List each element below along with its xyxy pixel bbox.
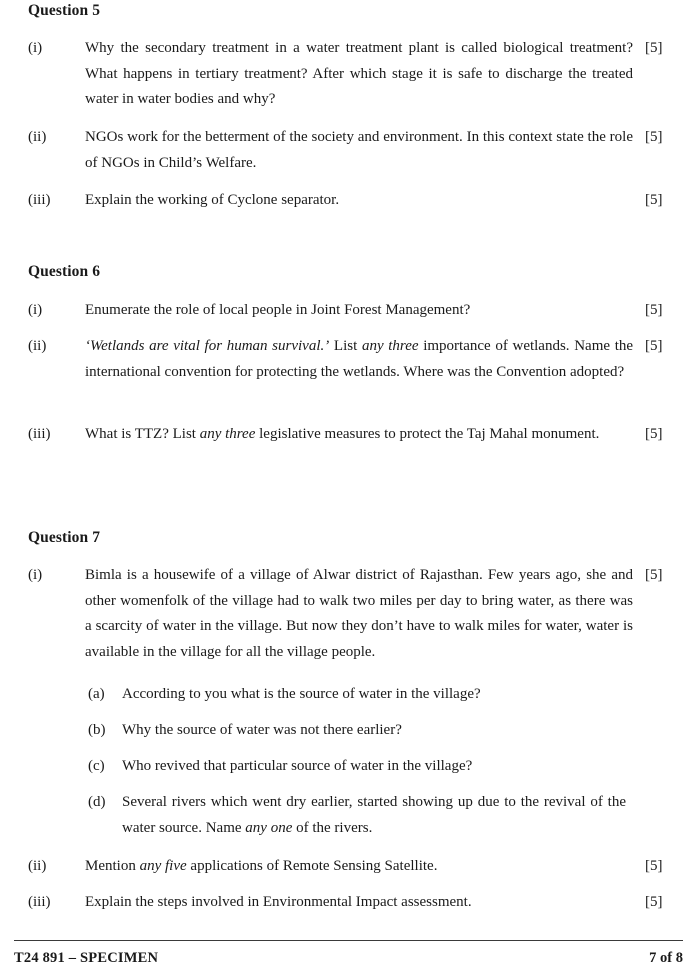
item-marks: [5] [645,192,663,208]
subitem-text: Why the source of water was not there earlier? [122,722,402,738]
item-marks: [5] [645,894,663,910]
item-label: (ii) [28,129,47,145]
question-heading-6: Question 6 [28,263,101,280]
item-label: (i) [28,40,43,56]
question-subitem-7-i-c [88,754,648,780]
question-subitem-7-i-b [88,718,648,744]
subitem-label: (d) [88,794,106,810]
subitem-label: (c) [88,758,105,774]
item-text: What is TTZ? List any three legislative measures to protect the Taj Mahal monument. [85,426,600,442]
question-subitem-7-i-a [88,682,648,708]
item-marks: [5] [645,426,663,442]
item-label: (iii) [28,192,51,208]
item-text: ‘Wetlands are vital for human survival.’ List any three importance of wetlands. Name the international convention for protecting the wetlands. Where was the Convention adopted? [85,338,634,380]
question-item-7-ii [28,854,668,880]
subitem-label: (b) [88,722,106,738]
item-text: NGOs work for the betterment of the society and environment. In this context state the role of NGOs in Child’s Welfare. [85,129,633,171]
footer-paper-code: T24 891 – SPECIMEN [14,950,159,966]
item-marks: [5] [645,129,663,145]
item-label: (ii) [28,338,47,354]
question-item-6-i [28,298,668,324]
question-item-7-iii [28,890,668,916]
question-subitem-7-i-d [88,790,648,841]
item-text: Explain the steps involved in Environmental Impact assessment. [85,894,472,910]
question-item-5-ii [28,125,668,176]
question-item-7-i [28,563,668,665]
item-text: Explain the working of Cyclone separator. [85,192,340,208]
item-marks: [5] [645,40,663,56]
subitem-text: Who revived that particular source of water in the village? [122,758,473,774]
item-text: Why the secondary treatment in a water treatment plant is called biological treatment? What happens in tertiary treatment? After which stage it is safe to discharge the treated water in water bodies and why? [85,40,633,107]
item-text: Mention any five applications of Remote Sensing Satellite. [85,858,438,874]
subitem-text: Several rivers which went dry earlier, started showing up due to the revival of the water source. Name any one of the rivers. [122,794,626,836]
item-label: (iii) [28,426,51,442]
question-item-5-iii [28,188,668,214]
question-heading-7: Question 7 [28,529,101,546]
subitem-text: According to you what is the source of water in the village? [122,686,481,702]
footer-divider [14,940,683,941]
item-marks: [5] [645,567,663,583]
item-text: Bimla is a housewife of a village of Alwar district of Rajasthan. Few years ago, she and other womenfolk of the village had to walk two miles per day to bring water, as there was a scarcity of water in the village. But now they don’t have to walk miles for water, water is available in the village for all the village people. [85,567,633,660]
question-item-6-iii [28,422,668,448]
question-heading-5: Question 5 [28,2,101,19]
question-item-6-ii [28,334,668,385]
question-item-5-i [28,36,668,113]
item-marks: [5] [645,858,663,874]
item-label: (i) [28,567,43,583]
item-text: Enumerate the role of local people in Joint Forest Management? [85,302,471,318]
item-marks: [5] [645,302,663,318]
item-label: (i) [28,302,43,318]
footer-page-number: 7 of 8 [649,950,683,966]
item-marks: [5] [645,338,663,354]
item-label: (ii) [28,858,47,874]
item-label: (iii) [28,894,51,910]
subitem-label: (a) [88,686,105,702]
